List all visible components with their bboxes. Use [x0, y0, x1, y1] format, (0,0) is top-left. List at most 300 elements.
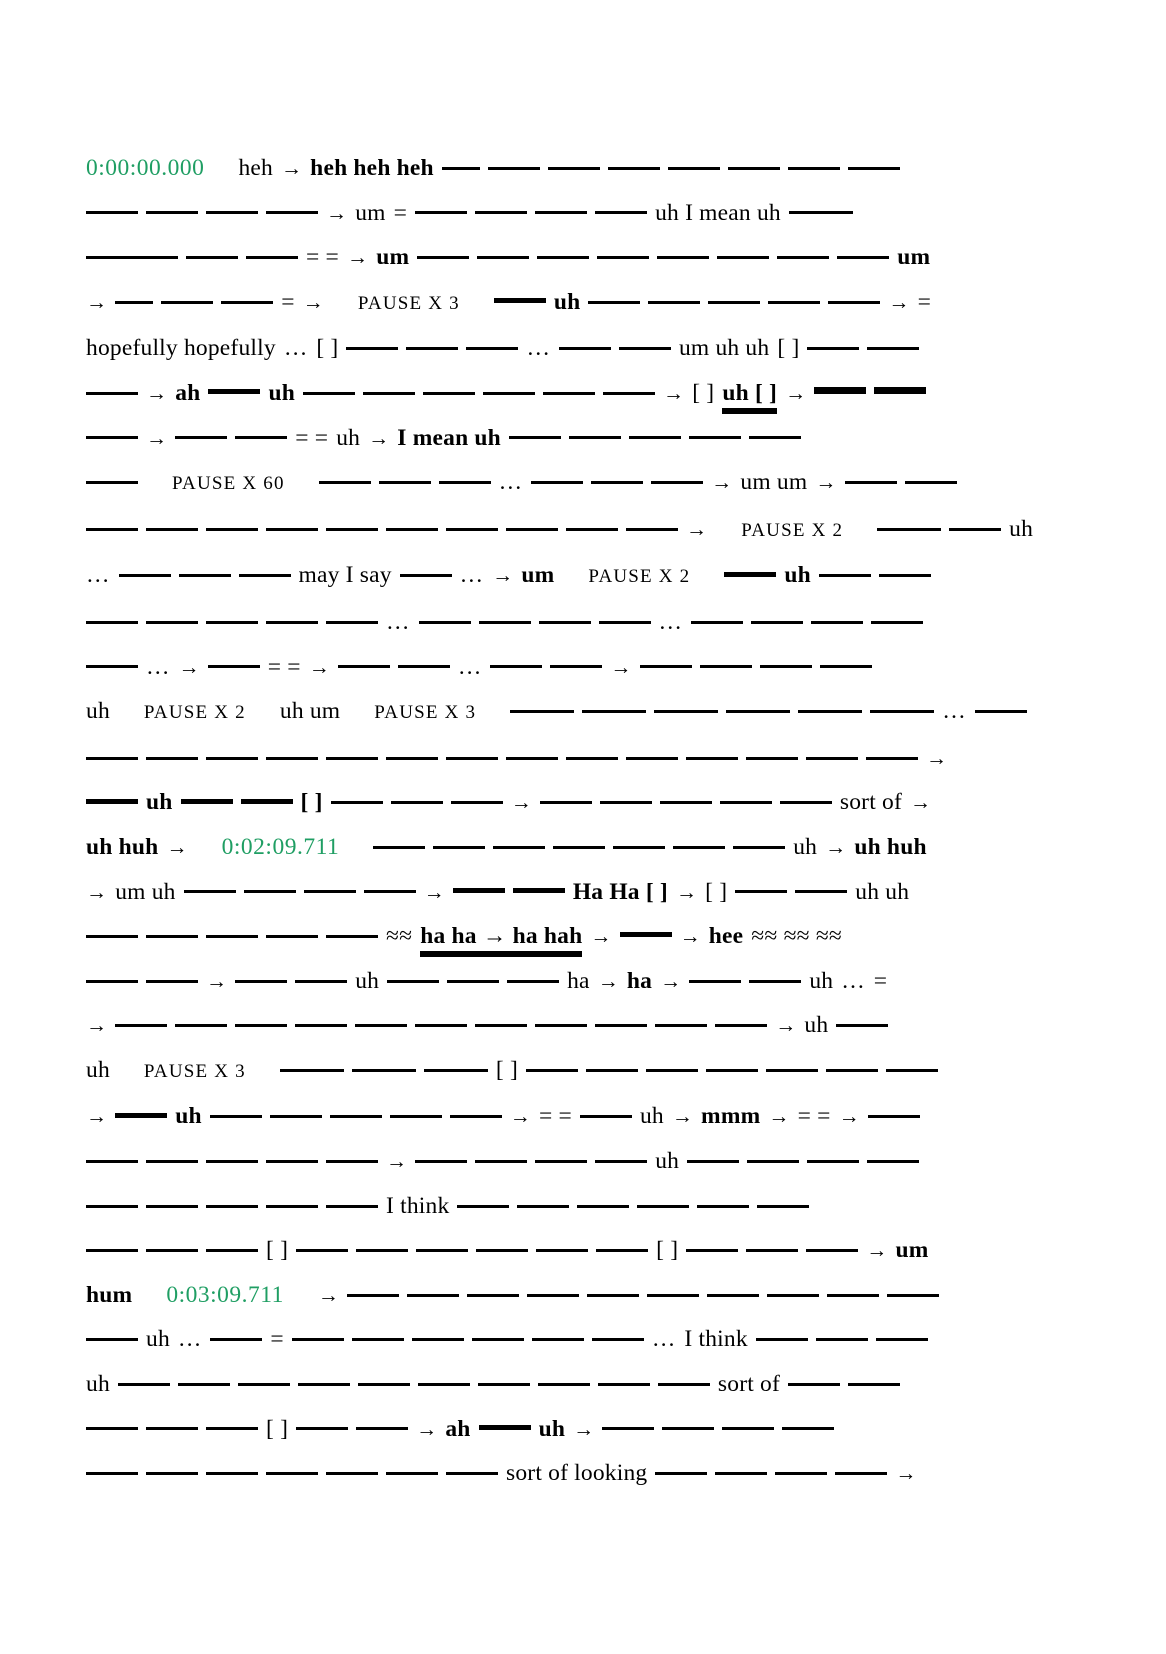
redaction-bar [747, 1160, 799, 1163]
redaction-bar-bold [181, 799, 233, 804]
redaction-bar [146, 528, 198, 531]
redaction-bar [886, 1069, 938, 1072]
redaction-bar [221, 301, 273, 304]
redaction-bar [687, 1160, 739, 1163]
redaction-bar [206, 757, 258, 760]
transcript-word: uh [804, 1012, 829, 1039]
redaction-bar [379, 481, 431, 484]
transcript-word: sort of looking [506, 1460, 648, 1487]
redaction-bar [596, 1249, 648, 1252]
redaction-bar [798, 710, 862, 713]
emphasised-word: uh huh [86, 833, 159, 860]
emphasised-word: ah [445, 1415, 471, 1442]
redaction-bar [536, 1249, 588, 1252]
redaction-bar [775, 1472, 827, 1475]
redaction-bar [206, 1427, 258, 1430]
redaction-bar [412, 1338, 464, 1341]
redaction-bar [768, 301, 820, 304]
redaction-bar [726, 710, 790, 713]
redaction-bar [418, 1383, 470, 1386]
transcript-line [86, 1362, 1026, 1407]
redaction-bar [280, 1069, 344, 1072]
pause-marker: PAUSE X 2 [143, 702, 246, 724]
redaction-bar [595, 211, 647, 214]
redaction-bar [608, 167, 660, 170]
ellipsis-marker: … [526, 335, 551, 362]
redaction-bar [782, 1427, 834, 1430]
redaction-bar [206, 528, 258, 531]
redaction-bar [691, 621, 743, 624]
redaction-bar [539, 621, 591, 624]
redaction-bar [206, 1472, 258, 1475]
transcript-word: = [393, 199, 408, 226]
arrow-glyph-icon: → [910, 790, 932, 815]
redaction-bar [296, 1427, 348, 1430]
transcript-line [86, 825, 1026, 870]
redaction-bar [657, 256, 709, 259]
redaction-bar [767, 1294, 819, 1297]
redaction-bar [118, 1383, 170, 1386]
redaction-bar [535, 211, 587, 214]
redaction-bar [326, 935, 378, 938]
transcript-word: = = [797, 1103, 831, 1130]
transcript-word: [ ] [705, 878, 728, 905]
transcript-word: uh [86, 1056, 110, 1083]
transcript-word: = = [295, 424, 329, 451]
transcript-word: hopefully hopefully [86, 335, 276, 362]
redaction-bar [296, 1249, 348, 1252]
redaction-bar [587, 1294, 639, 1297]
redaction-bar [706, 1069, 758, 1072]
transcript-line [86, 326, 1026, 371]
transcript-word: uh um [279, 698, 341, 725]
arrow-glyph-icon: → [326, 200, 348, 225]
redaction-bar [119, 574, 171, 577]
redaction-bar [746, 757, 798, 760]
redaction-bar [592, 1338, 644, 1341]
redaction-bar [746, 1249, 798, 1252]
redaction-bar [86, 621, 138, 624]
transcript-line [86, 1184, 1026, 1229]
transcript-word: um uh [115, 878, 176, 905]
arrow-glyph-icon: → [206, 968, 228, 993]
redaction-bar [450, 1115, 502, 1118]
redaction-bar [637, 1205, 689, 1208]
redaction-bar [346, 347, 398, 350]
redaction-bar [86, 392, 138, 395]
arrow-glyph-icon: → [86, 1104, 108, 1129]
redaction-bar [811, 621, 863, 624]
redaction-bar [569, 436, 621, 439]
redaction-bar [580, 1115, 632, 1118]
redaction-bar [826, 1069, 878, 1072]
arrow-glyph-icon: → [825, 834, 847, 859]
redaction-bar [673, 846, 725, 849]
transcript-word: = [270, 1326, 284, 1353]
redaction-bar [660, 801, 712, 804]
arrow-glyph-icon: → [308, 654, 330, 679]
redaction-bar [756, 1338, 808, 1341]
redaction-bar [358, 1383, 410, 1386]
transcript-word: = [281, 288, 295, 315]
redaction-bar [423, 392, 475, 395]
redaction-bar [877, 528, 941, 531]
transcript-word: uh [793, 833, 818, 860]
redaction-bar [708, 301, 760, 304]
emphasised-word: mmm [701, 1103, 761, 1130]
transcript-line [86, 689, 1026, 736]
redaction-bar [806, 757, 858, 760]
redaction-bar [206, 621, 258, 624]
transcript-line [86, 191, 1026, 236]
redaction-bar [146, 935, 198, 938]
redaction-bar [206, 935, 258, 938]
redaction-bar [326, 1472, 378, 1475]
redaction-bar-bold [86, 799, 138, 804]
redaction-bar [266, 1205, 318, 1208]
redaction-bar [451, 801, 503, 804]
redaction-bar-bold [620, 932, 672, 937]
timestamp[interactable]: 0:02:09.711 [221, 833, 340, 860]
redaction-bar [535, 1024, 587, 1027]
redaction-bar [446, 757, 498, 760]
arrow-glyph-icon: → [302, 289, 324, 314]
redaction-bar [238, 1383, 290, 1386]
arrow-glyph-icon: → [146, 425, 168, 450]
redaction-bar [715, 1024, 767, 1027]
redaction-bar [532, 1338, 584, 1341]
pause-marker: PAUSE X 3 [143, 1060, 246, 1082]
emphasised-word: Ha Ha [ ] [572, 878, 668, 905]
redaction-bar [483, 392, 535, 395]
redaction-bar [733, 846, 785, 849]
redaction-bar [820, 665, 872, 668]
redaction-bar [717, 256, 769, 259]
redaction-bar [206, 1249, 258, 1252]
redaction-bar [827, 1294, 879, 1297]
redaction-bar [364, 890, 416, 893]
transcript-line [86, 416, 1026, 461]
redaction-bar [766, 1069, 818, 1072]
emphasised-word: uh [553, 288, 581, 315]
redaction-bar [655, 1472, 707, 1475]
redaction-bar [689, 980, 741, 983]
pause-marker: PAUSE X 2 [741, 519, 844, 541]
redaction-bar [848, 1383, 900, 1386]
transcript-word: = = [306, 244, 339, 271]
arrow-glyph-icon: → [660, 968, 682, 993]
transcript-word: uh I mean uh [655, 199, 781, 226]
redaction-bar-bold [513, 888, 565, 893]
redaction-bar [598, 1383, 650, 1386]
redaction-bar [510, 710, 574, 713]
redaction-bar [550, 665, 602, 668]
redaction-bar [146, 980, 198, 983]
redaction-bar [270, 1115, 322, 1118]
transcript-word: [ ] [656, 1237, 679, 1264]
transcript-line [86, 1317, 1026, 1362]
redaction-bar [146, 1249, 198, 1252]
emphasised-word: heh heh heh [310, 155, 434, 181]
ellipsis-marker: … [498, 469, 524, 496]
redaction-bar [326, 621, 378, 624]
redaction-bar [535, 1160, 587, 1163]
redaction-bar [553, 846, 605, 849]
ellipsis-marker: … [386, 608, 411, 635]
redaction-bar [326, 1205, 378, 1208]
redaction-bar [373, 846, 425, 849]
redaction-bar [331, 801, 383, 804]
redaction-bar [537, 256, 589, 259]
arrow-glyph-icon: → [926, 745, 948, 770]
arrow-glyph-icon: → [675, 879, 698, 904]
redaction-bar [186, 256, 238, 259]
emphasised-word: ha [626, 967, 653, 994]
emphasised-word: [ ] [300, 789, 323, 816]
transcript-word: uh [336, 424, 361, 451]
redaction-bar [295, 980, 347, 983]
transcript-word: [ ] [777, 335, 800, 362]
redaction-bar [603, 392, 655, 395]
redaction-bar [728, 167, 780, 170]
redaction-bar [868, 1115, 920, 1118]
redaction-bar [266, 621, 318, 624]
redaction-bar [266, 757, 318, 760]
transcript-word: uh [86, 698, 110, 725]
redaction-bar [807, 1160, 859, 1163]
redaction-bar [559, 347, 611, 350]
redaction-bar [146, 1427, 198, 1430]
redaction-bar [266, 1472, 318, 1475]
transcript-word: = [917, 288, 932, 315]
redaction-bar [795, 890, 847, 893]
transcript-line [86, 1451, 1026, 1496]
redaction-bar [949, 528, 1001, 531]
redaction-bar [475, 211, 527, 214]
transcript-word: um [355, 199, 386, 226]
redaction-bar-bold [724, 572, 776, 577]
redaction-bar [566, 528, 618, 531]
transcript-line [86, 1273, 1026, 1318]
timestamp[interactable]: 0:03:09.711 [166, 1281, 284, 1308]
redaction-bar [816, 1338, 868, 1341]
redaction-bar-bold [494, 298, 546, 303]
ellipsis-marker: … [177, 1326, 203, 1353]
redaction-bar [179, 574, 231, 577]
redaction-bar [658, 1383, 710, 1386]
redaction-bar [735, 890, 787, 893]
arrow-glyph-icon: → [492, 563, 514, 588]
transcript-word: = [873, 967, 888, 994]
transcript-line [86, 959, 1026, 1004]
redaction-bar [292, 1338, 344, 1341]
redaction-bar [244, 890, 296, 893]
redaction-bar [689, 436, 741, 439]
emphasised-word: uh [784, 562, 811, 589]
redaction-bar [648, 301, 700, 304]
arrow-glyph-icon: → [166, 834, 188, 859]
redaction-bar [626, 757, 678, 760]
pause-marker: PAUSE X 2 [588, 566, 691, 588]
redaction-bar [720, 801, 772, 804]
transcript-word: uh [355, 967, 380, 994]
redaction-bar [526, 1069, 578, 1072]
transcript-word: ≈≈ ≈≈ ≈≈ [751, 923, 843, 950]
transcript-line [86, 645, 1026, 690]
redaction-bar [806, 1249, 858, 1252]
redaction-bar [527, 1294, 579, 1297]
redaction-bar [407, 1294, 459, 1297]
transcript-line [86, 870, 1026, 915]
redaction-bar [86, 528, 138, 531]
transcript-word: uh [655, 1148, 680, 1175]
redaction-bar [478, 1383, 530, 1386]
redaction-bar [146, 211, 198, 214]
redaction-bar [707, 1294, 759, 1297]
redaction-bar [479, 621, 531, 624]
transcript-line [86, 736, 1026, 781]
redaction-bar-bold [115, 1113, 167, 1118]
pause-marker: PAUSE X 3 [374, 702, 477, 724]
redaction-bar [406, 347, 458, 350]
redaction-bar [178, 1383, 230, 1386]
redaction-bar [629, 436, 681, 439]
redaction-bar [619, 347, 671, 350]
arrow-glyph-icon: → [866, 1238, 888, 1263]
arrow-glyph-icon: → [178, 654, 200, 679]
timestamp[interactable]: 0:00:00.000 [86, 155, 205, 181]
ellipsis-marker: … [146, 653, 171, 680]
underlined-phrase: ha ha → ha hah [420, 923, 582, 957]
transcript-line [86, 146, 1026, 191]
redaction-bar [836, 1024, 888, 1027]
redaction-bar [266, 528, 318, 531]
redaction-bar [845, 481, 897, 484]
redaction-bar [352, 1338, 404, 1341]
transcript-word: [ ] [316, 335, 339, 362]
redaction-bar [419, 621, 471, 624]
transcript-word: [ ] [495, 1056, 519, 1083]
arrow-glyph-icon: → [888, 289, 910, 314]
redaction-bar [757, 1205, 809, 1208]
arrow-glyph-icon: → [86, 879, 108, 904]
transcript-word: I think [386, 1192, 450, 1219]
redaction-bar [206, 211, 258, 214]
redaction-bar [531, 481, 583, 484]
redaction-bar [819, 574, 871, 577]
redaction-bar [867, 1160, 919, 1163]
redaction-bar [415, 211, 467, 214]
ellipsis-marker: … [942, 698, 967, 725]
pause-marker: PAUSE X 3 [357, 292, 460, 314]
emphasised-word: um [521, 562, 555, 589]
redaction-bar [304, 890, 356, 893]
arrow-glyph-icon: → [662, 380, 685, 405]
arrow-glyph-icon: → [610, 654, 632, 679]
redaction-bar [626, 528, 678, 531]
transcript-word: = = [538, 1103, 572, 1130]
redaction-bar [146, 621, 198, 624]
redaction-bar [905, 481, 957, 484]
emphasised-word: um [897, 244, 931, 271]
redaction-bar [239, 574, 291, 577]
redaction-bar [751, 621, 803, 624]
emphasised-word: uh [146, 789, 173, 816]
redaction-bar [600, 801, 652, 804]
redaction-bar [338, 665, 390, 668]
arrow-glyph-icon: → [368, 425, 390, 450]
redaction-bar [654, 710, 718, 713]
redaction-bar [146, 757, 198, 760]
redaction-bar [655, 1024, 707, 1027]
transcript-word: um uh uh [678, 335, 770, 362]
transcript-line [86, 553, 1026, 600]
transcript-line [86, 1139, 1026, 1184]
redaction-bar [175, 1024, 227, 1027]
redaction-bar [398, 665, 450, 668]
transcript-line [86, 780, 1026, 825]
transcript-body [86, 146, 1034, 1496]
redaction-bar [86, 481, 138, 484]
redaction-bar [807, 347, 859, 350]
redaction-bar [543, 392, 595, 395]
redaction-bar [86, 980, 138, 983]
redaction-bar [646, 1069, 698, 1072]
redaction-bar [442, 167, 480, 170]
redaction-bar [86, 935, 138, 938]
redaction-bar [298, 1383, 350, 1386]
redaction-bar [319, 481, 371, 484]
redaction-bar [390, 1115, 442, 1118]
ellipsis-marker: … [651, 1326, 677, 1353]
redaction-bar [477, 256, 529, 259]
redaction-bar [887, 1294, 939, 1297]
redaction-bar [210, 1115, 262, 1118]
redaction-bar [548, 167, 600, 170]
redaction-bar [715, 1472, 767, 1475]
arrow-glyph-icon: → [815, 470, 837, 495]
redaction-bar [577, 1205, 629, 1208]
transcript-line [86, 460, 1026, 507]
transcript-line [86, 600, 1026, 645]
ellipsis-marker: … [283, 335, 309, 362]
transcript-word: sort of [717, 1371, 781, 1398]
redaction-bar [602, 1427, 654, 1430]
emphasised-word: I mean uh [397, 424, 501, 451]
emphasised-word: uh [268, 379, 295, 406]
redaction-bar [668, 167, 720, 170]
arrow-glyph-icon: → [768, 1104, 790, 1129]
arrow-glyph-icon: → [423, 879, 445, 904]
redaction-bar [416, 1249, 468, 1252]
arrow-glyph-icon: → [895, 1461, 917, 1486]
redaction-bar [433, 846, 485, 849]
transcript-word: [ ] [266, 1237, 289, 1264]
arrow-glyph-icon: → [711, 470, 733, 495]
transcript-page [86, 146, 1034, 1496]
emphasised-word: ah [175, 379, 201, 406]
transcript-word: I think [684, 1326, 748, 1353]
redaction-bar [206, 1160, 258, 1163]
redaction-bar [837, 256, 889, 259]
redaction-bar-bold [241, 799, 293, 804]
redaction-bar [647, 1294, 699, 1297]
redaction-bar [475, 1024, 527, 1027]
arrow-glyph-icon: → [86, 1013, 108, 1038]
transcript-word: [ ] [266, 1415, 289, 1442]
transcript-line [86, 507, 1034, 554]
ellipsis-marker: … [841, 967, 866, 994]
